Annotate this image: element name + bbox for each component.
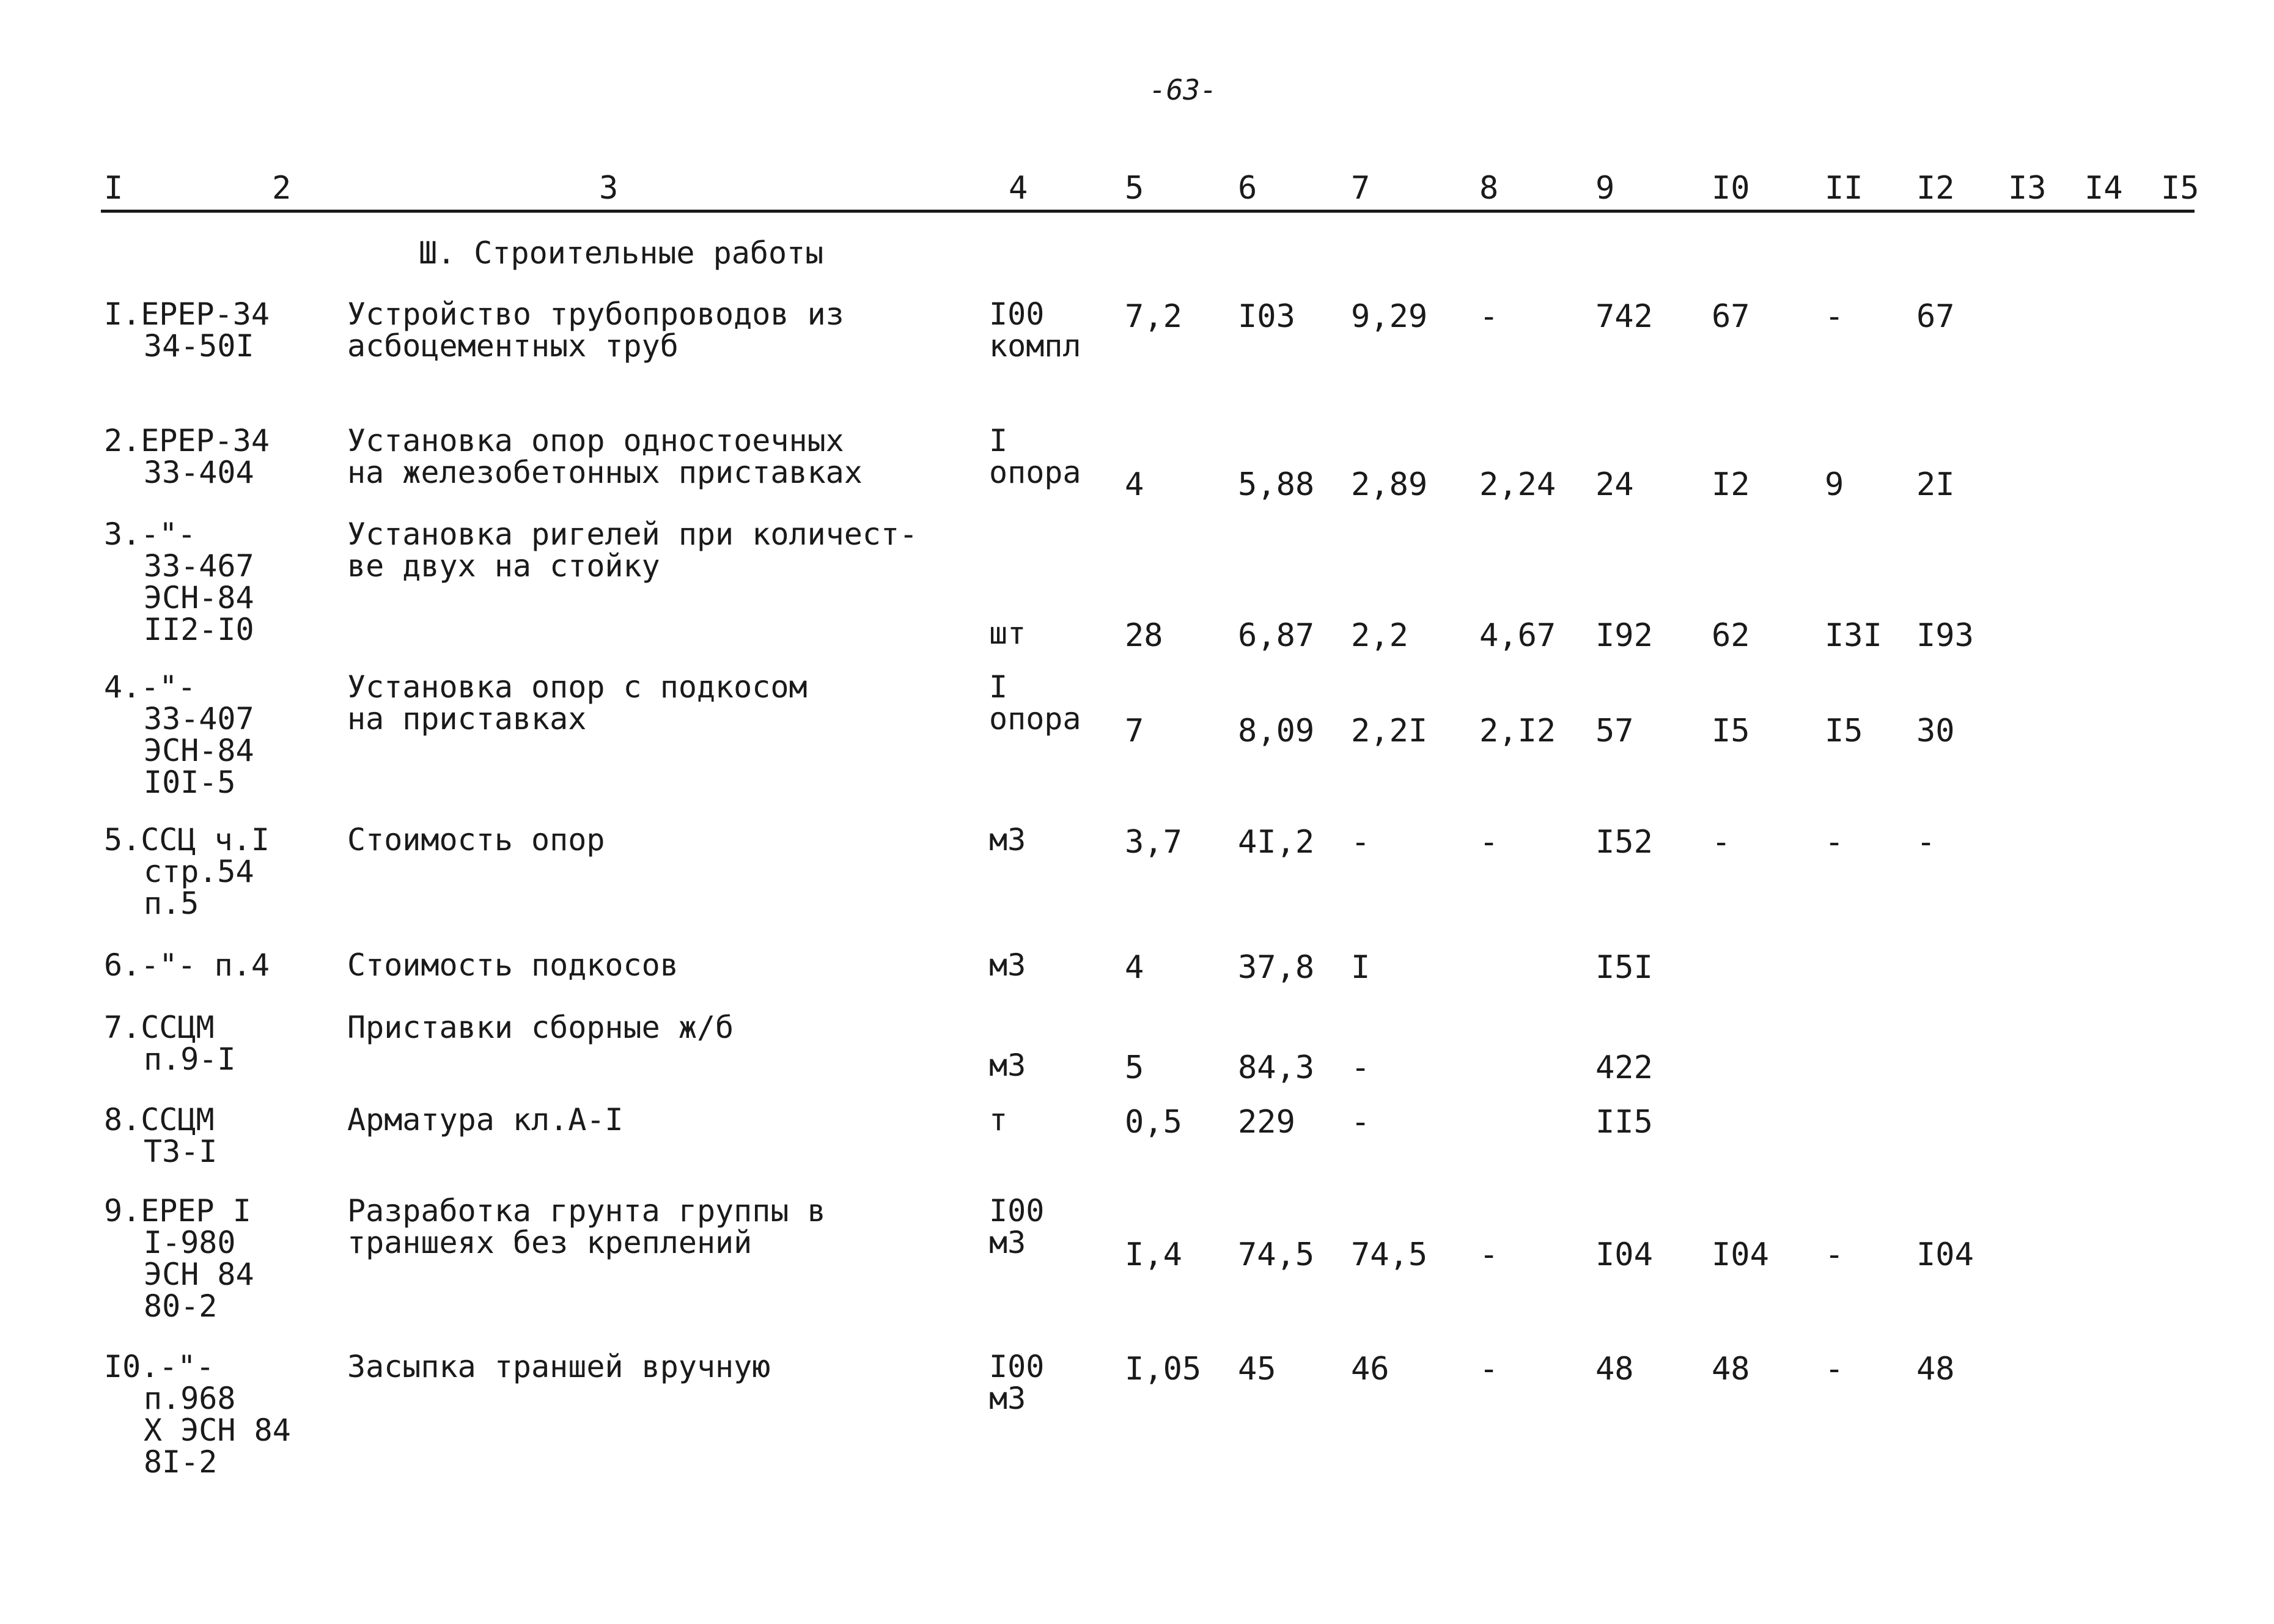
row-7-unit-line: м3 [989,1048,1026,1083]
row-5-col-12: - [1916,824,1936,861]
row-3-description-line: Установка ригелей при количест- [347,516,918,552]
row-1-code [104,298,270,362]
header-col-2: 2 [272,170,292,207]
row-10-code-line: X ЭСН 84 [144,1413,291,1448]
row-4-col-8: 2,I2 [1479,713,1556,749]
row-8-unit-line: т [989,1102,1008,1137]
header-col-11: II [1825,170,1863,207]
row-2-unit-line: I [989,423,1008,458]
header-col-14: I4 [2084,170,2123,207]
row-9-code-line: I-980 [144,1225,236,1260]
row-7-col-5: 5 [1125,1049,1144,1086]
row-3-col-10: 62 [1712,617,1750,654]
row-3-col-11: I3I [1825,617,1882,654]
row-5-code-line: п.5 [144,886,199,921]
header-col-12: I2 [1916,170,1955,207]
row-1-code-line: 34-50I [144,328,254,364]
row-5-unit-line: м3 [989,822,1026,858]
row-2-col-10: I2 [1712,466,1750,503]
row-1-description-line: Устройство трубопроводов из [347,296,844,332]
row-9-code-line: 80-2 [144,1288,218,1324]
row-6-description-line: Стоимость подкосов [347,947,679,983]
row-3-code-line: 33-467 [144,548,254,584]
row-4-col-11: I5 [1825,713,1863,749]
row-1-col-9: 742 [1595,298,1653,335]
header-col-5: 5 [1125,170,1144,207]
row-6-description [347,949,679,981]
row-4-unit-line: опора [989,701,1081,737]
row-10-col-7: 46 [1351,1351,1389,1387]
row-9-code [104,1195,254,1322]
row-4-col-6: 8,09 [1238,713,1315,749]
row-2-description [347,425,863,488]
row-8-col-6: 229 [1238,1104,1295,1141]
row-2-col-5: 4 [1125,466,1144,503]
row-7-unit [989,1049,1026,1081]
row-9-description-line: траншеях без креплений [347,1225,752,1260]
header-col-9: 9 [1595,170,1615,207]
row-3-code-line: II2-I0 [144,612,254,647]
row-10-unit [989,1351,1044,1414]
row-10-unit-line: I00 [989,1349,1045,1384]
row-6-code [104,949,270,981]
row-5-col-5: 3,7 [1125,824,1182,861]
row-7-col-7: - [1351,1049,1371,1086]
row-3-col-9: I92 [1595,617,1653,654]
row-5-unit [989,824,1026,856]
row-5-col-11: - [1825,824,1844,861]
row-7-col-6: 84,3 [1238,1049,1315,1086]
row-10-code-line: I0.-"- [104,1349,215,1384]
row-2-col-8: 2,24 [1479,466,1556,503]
row-2-code [104,425,270,488]
row-5-col-7: - [1351,824,1371,861]
row-1-col-8: - [1479,298,1499,335]
row-10-col-11: - [1825,1351,1844,1387]
row-8-description-line: Арматура кл.А-I [347,1102,624,1137]
row-10-col-10: 48 [1712,1351,1750,1387]
row-5-col-10: - [1712,824,1731,861]
row-3-col-12: I93 [1916,617,1974,654]
section-title: Ш. Строительные работы [419,235,824,271]
row-3-description [347,518,918,582]
row-10-description-line: Засыпка траншей вручную [347,1349,771,1384]
row-7-col-9: 422 [1595,1049,1653,1086]
row-9-col-12: I04 [1916,1236,1974,1273]
row-10-col-12: 48 [1916,1351,1955,1387]
row-9-code-line: ЭСН 84 [144,1257,254,1292]
row-4-col-5: 7 [1125,713,1144,749]
row-1-description-line: асбоцементных труб [347,328,679,364]
row-1-code-line: I.ЕРЕР-34 [104,296,270,332]
row-9-code-line: 9.ЕРЕР I [104,1193,251,1229]
row-9-description-line: Разработка грунта группы в [347,1193,826,1229]
row-4-col-9: 57 [1595,713,1634,749]
row-9-col-9: I04 [1595,1236,1653,1273]
row-8-description [347,1104,624,1136]
row-4-code [104,671,254,798]
row-2-col-12: 2I [1916,466,1955,503]
row-1-col-5: 7,2 [1125,298,1182,335]
row-10-description [347,1351,770,1383]
row-10-code-line: 8I-2 [144,1444,218,1480]
row-1-unit-line: компл [989,328,1081,364]
row-7-description-line: Приставки сборные ж/б [347,1010,734,1045]
row-6-unit [989,949,1026,981]
row-8-code-line: 8.ССЦМ [104,1102,215,1137]
header-col-8: 8 [1479,170,1499,207]
row-10-code [104,1351,291,1478]
row-2-col-7: 2,89 [1351,466,1428,503]
row-1-col-7: 9,29 [1351,298,1428,335]
row-10-unit-line: м3 [989,1381,1026,1416]
row-1-col-6: I03 [1238,298,1295,335]
row-9-col-10: I04 [1712,1236,1769,1273]
row-3-code-line: 3.-"- [104,516,196,552]
row-3-col-8: 4,67 [1479,617,1556,654]
row-4-description-line: на приставках [347,701,587,737]
row-10-col-5: I,05 [1125,1351,1202,1387]
row-10-col-6: 45 [1238,1351,1276,1387]
row-1-col-11: - [1825,298,1844,335]
row-1-unit-line: I00 [989,296,1045,332]
header-col-13: I3 [2008,170,2047,207]
row-8-code-line: Т3-I [144,1134,218,1169]
header-rule [101,210,2195,213]
row-3-unit [989,617,1026,649]
row-5-code [104,824,270,919]
row-4-description [347,671,808,735]
row-3-col-6: 6,87 [1238,617,1315,654]
row-9-unit-line: I00 [989,1193,1045,1229]
row-5-code-line: 5.ССЦ ч.I [104,822,270,858]
row-3-col-5: 28 [1125,617,1163,654]
row-1-col-10: 67 [1712,298,1750,335]
row-4-unit-line: I [989,669,1008,705]
row-5-code-line: стр.54 [144,854,254,889]
row-4-unit [989,671,1081,735]
row-2-unit-line: опора [989,455,1081,490]
row-9-description [347,1195,826,1258]
row-9-unit-line: м3 [989,1225,1026,1260]
row-5-description [347,824,605,856]
header-col-4: 4 [1009,170,1028,207]
row-7-code [104,1012,236,1075]
row-3-unit-line: шт [989,615,1026,651]
row-9-col-5: I,4 [1125,1236,1182,1273]
row-2-description-line: на железобетонных приставках [347,455,863,490]
row-1-description [347,298,844,362]
row-9-col-6: 74,5 [1238,1236,1315,1273]
row-4-code-line: 4.-"- [104,669,196,705]
row-1-unit [989,298,1081,362]
row-8-code [104,1104,217,1167]
row-7-description [347,1012,734,1043]
row-9-col-7: 74,5 [1351,1236,1428,1273]
row-10-col-9: 48 [1595,1351,1634,1387]
row-2-code-line: 33-404 [144,455,254,490]
row-4-col-10: I5 [1712,713,1750,749]
row-4-col-12: 30 [1916,713,1955,749]
row-7-code-line: 7.ССЦМ [104,1010,215,1045]
row-5-description-line: Стоимость опор [347,822,605,858]
header-col-3: 3 [599,170,619,207]
row-6-col-6: 37,8 [1238,949,1315,986]
row-10-code-line: п.968 [144,1381,236,1416]
header-col-1: I [104,170,123,207]
page-number: -63- [1149,73,1217,106]
row-4-description-line: Установка опор с подкосом [347,669,808,705]
row-8-col-7: - [1351,1104,1371,1141]
row-2-description-line: Установка опор одностоечных [347,423,844,458]
row-5-col-8: - [1479,824,1499,861]
row-4-code-line: 33-407 [144,701,254,737]
row-4-code-line: I0I-5 [144,765,236,800]
row-3-description-line: ве двух на стойку [347,548,660,584]
row-7-code-line: п.9-I [144,1042,236,1077]
row-5-col-9: I52 [1595,824,1653,861]
row-2-col-9: 24 [1595,466,1634,503]
row-2-col-11: 9 [1825,466,1844,503]
row-6-unit-line: м3 [989,947,1026,983]
row-9-col-8: - [1479,1236,1499,1273]
row-6-code-line: 6.-"- п.4 [104,947,270,983]
header-col-7: 7 [1351,170,1371,207]
row-3-code [104,518,254,645]
header-col-10: I0 [1712,170,1750,207]
row-5-col-6: 4I,2 [1238,824,1315,861]
row-6-col-5: 4 [1125,949,1144,986]
row-9-unit [989,1195,1044,1258]
row-3-col-7: 2,2 [1351,617,1408,654]
row-3-code-line: ЭСН-84 [144,580,254,615]
row-1-col-12: 67 [1916,298,1955,335]
row-8-col-9: II5 [1595,1104,1653,1141]
row-2-unit [989,425,1081,488]
row-2-code-line: 2.ЕРЕР-34 [104,423,270,458]
header-col-6: 6 [1238,170,1257,207]
row-4-code-line: ЭСН-84 [144,733,254,768]
row-6-col-7: I [1351,949,1371,986]
row-8-unit [989,1104,1007,1136]
row-9-col-11: - [1825,1236,1844,1273]
row-2-col-6: 5,88 [1238,466,1315,503]
header-col-15: I5 [2161,170,2199,207]
row-8-col-5: 0,5 [1125,1104,1182,1141]
row-10-col-8: - [1479,1351,1499,1387]
row-6-col-9: I5I [1595,949,1653,986]
row-4-col-7: 2,2I [1351,713,1428,749]
